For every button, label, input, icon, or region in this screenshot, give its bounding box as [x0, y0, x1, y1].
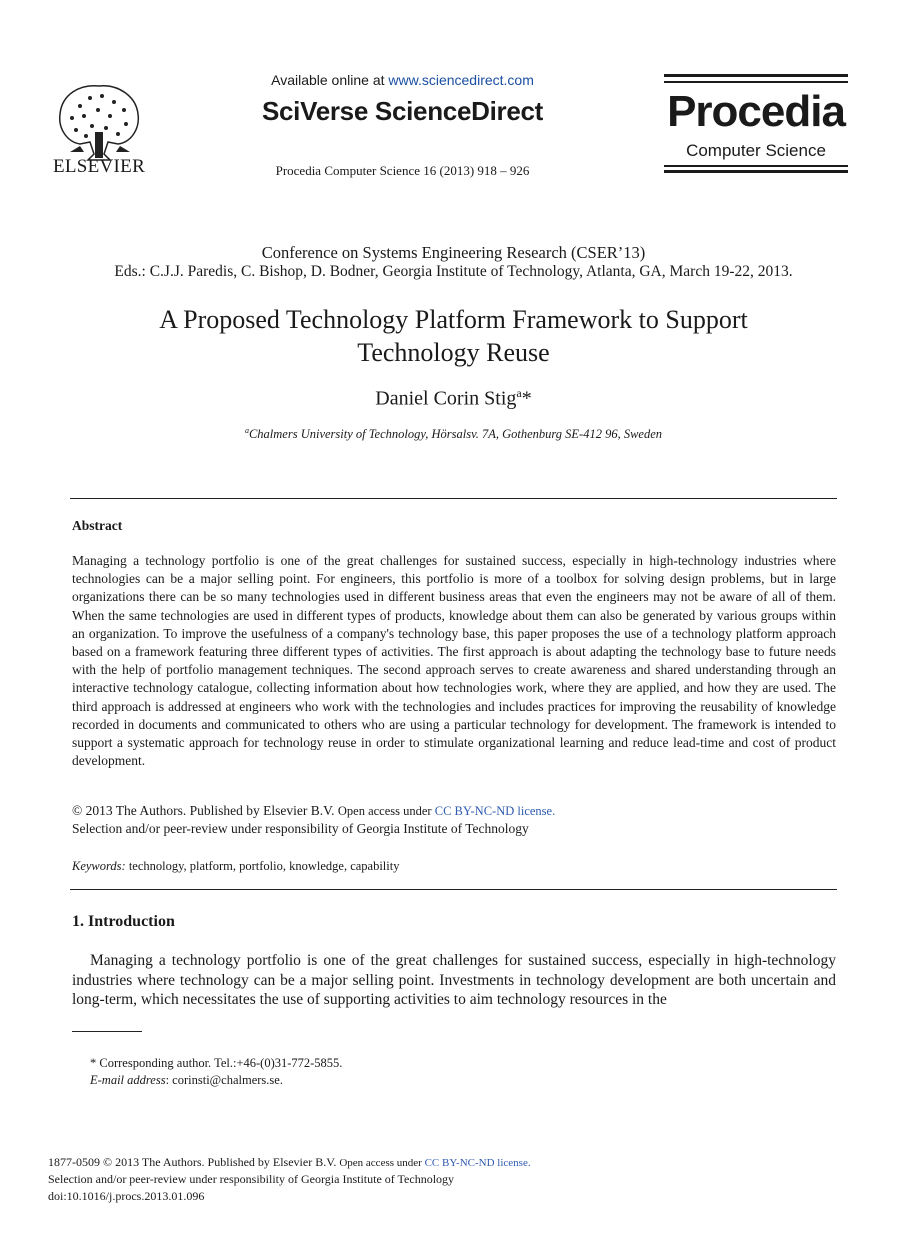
corresponding-mark: * — [521, 387, 532, 410]
copyright-text: © 2013 The Authors. Published by Elsevier B.V. — [72, 803, 338, 818]
journal-logo-rule — [664, 81, 848, 83]
introduction-text: Managing a technology portfolio is one of the great challenges for sustained success, especially in high-technology industries where technology can be a major selling point. Investments in technology development are both uncertain and long-term, which necessitates the use of supporting activities to aim technology resources in the — [72, 952, 836, 1009]
footer-peer-review: Selection and/or peer-review under responsibility of Georgia Institute of Technology — [48, 1172, 455, 1186]
keywords-label: Keywords: — [72, 859, 126, 873]
publisher-logo-text: ELSEVIER — [52, 156, 146, 177]
journal-logo-rule — [664, 165, 848, 167]
paper-title — [60, 303, 847, 369]
available-prefix: Available online at — [271, 72, 389, 88]
paper-title-line: Technology Reuse — [357, 338, 550, 367]
footer-issn-copyright: 1877-0509 © 2013 The Authors. Published by Elsevier B.V. — [48, 1155, 340, 1169]
section-heading: 1. Introduction — [72, 913, 175, 930]
journal-logo-rule — [664, 74, 848, 77]
author-affiliation-mark: a — [516, 386, 522, 400]
abstract-text: Managing a technology portfolio is one of the great challenges for sustained success, especially in high-technology industries where technologies can be a major selling point. For engineers, this portfolio is more of a toolbox for solving design problems, but in large organizations there can be so many technologies used in different business areas that even the engineers may not be aware of all of them. When the same technologies are used in different types of products, knowledge about them can also be generated by various groups within an organization. To improve the usefulness of a company's technology base, this paper proposes the use of a technology platform approach based on a framework featuring three different types of activities. The first approach is about adapting the technology base to future needs with the help of portfolio management techniques. The second approach serves to create awareness and shared understanding through an interactive technology catalogue, collecting information about how technologies work, where they are applied, and how they are used. The third approach is addressed at engineers who work with the technologies and includes practices for improving the reusability of knowledge recorded in documents and communicated to others who are using a particular technology for development. The framework is intended to support a systematic approach for technology reuse in order to stimulate organizational learning and reduce lead-time and cost of product development. — [72, 553, 836, 769]
abstract-heading: Abstract — [72, 518, 123, 533]
conference-name: Conference on Systems Engineering Research (CSER’13) — [261, 243, 646, 262]
conference-editors: Eds.: C.J.J. Paredis, C. Bishop, D. Bodner, Georgia Institute of Technology, Atlanta, GA, March 19-22, 2013. — [114, 263, 793, 280]
journal-logo-sub: Computer Science — [686, 141, 826, 160]
available-online-line — [230, 72, 575, 88]
author-name: Daniel Corin Stig — [375, 387, 517, 410]
copyright-block — [72, 802, 836, 838]
paper-title-line: A Proposed Technology Platform Framework to Support — [159, 305, 748, 334]
platform-name: SciVerse ScienceDirect — [261, 96, 544, 126]
affiliation-line — [0, 426, 907, 442]
email-address[interactable]: : corinsti@chalmers.se. — [165, 1073, 283, 1087]
email-footnote — [90, 1073, 283, 1088]
open-access-text: Open access under — [337, 804, 435, 818]
author-line — [0, 386, 907, 411]
divider — [70, 498, 837, 499]
affiliation: Chalmers University of Technology, Hörsalsv. 7A, Gothenburg SE-412 96, Sweden — [248, 427, 663, 442]
divider — [70, 889, 837, 890]
footer-open-access: Open access under — [339, 1157, 425, 1169]
email-label: E-mail address — [90, 1073, 166, 1087]
journal-logo-main: Procedia — [667, 87, 845, 136]
footer-copyright — [48, 1155, 531, 1170]
peer-review-statement: Selection and/or peer-review under responsibility of Georgia Institute of Technology — [72, 821, 529, 836]
footer-license-link[interactable]: CC BY-NC-ND license. — [424, 1157, 531, 1169]
journal-reference: Procedia Computer Science 16 (2013) 918 – 926 — [275, 163, 530, 178]
keywords-list: technology, platform, portfolio, knowledge, capability — [125, 859, 400, 873]
affiliation-mark: a — [244, 426, 249, 435]
footnote-rule — [72, 1031, 142, 1032]
sciencedirect-link[interactable]: www.sciencedirect.com — [388, 72, 534, 88]
footer-doi[interactable]: doi:10.1016/j.procs.2013.01.096 — [48, 1189, 205, 1203]
license-link[interactable]: CC BY-NC-ND license. — [434, 804, 556, 818]
corresponding-author-footnote: * Corresponding author. Tel.:+46-(0)31-772-5855. — [90, 1056, 343, 1070]
journal-logo-rule — [664, 170, 848, 173]
keywords-line — [72, 859, 836, 874]
